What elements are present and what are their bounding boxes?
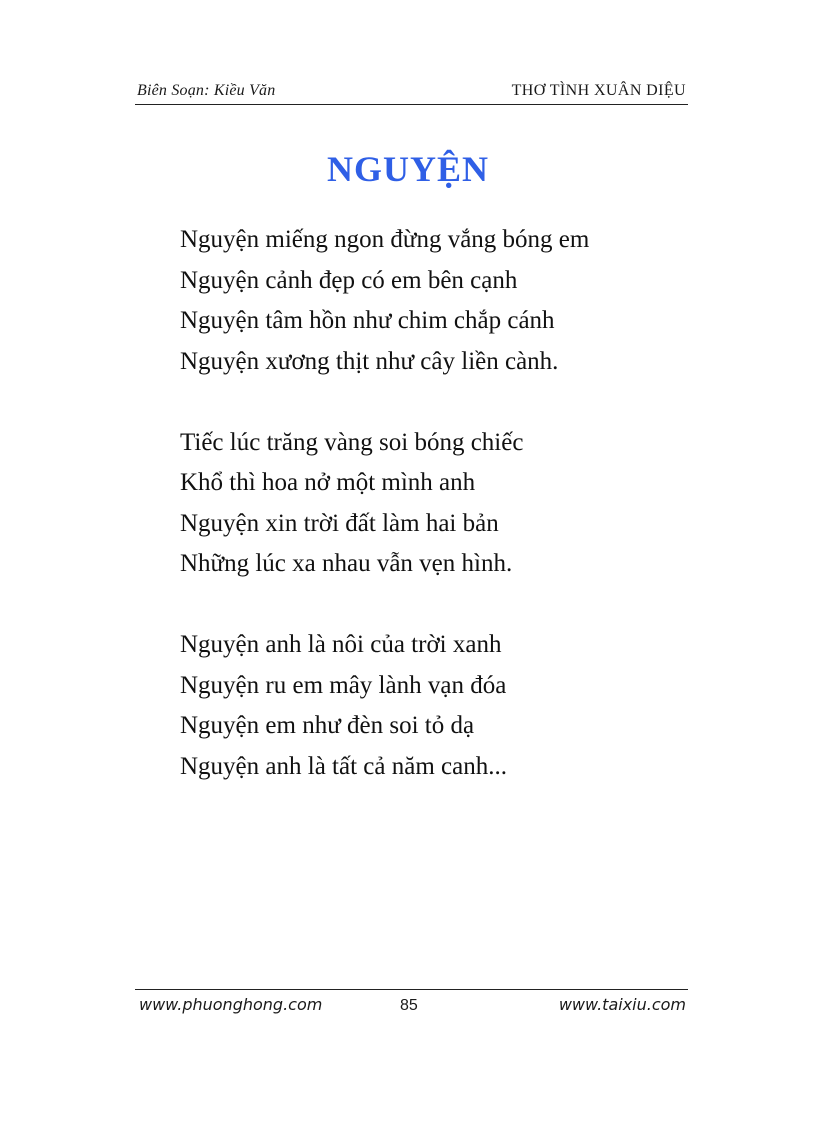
poem-line: Nguyện xương thịt như cây liền cành.	[180, 347, 559, 375]
book-title: THƠ TÌNH XUÂN DIỆU	[511, 82, 686, 99]
stanza-2	[180, 423, 740, 585]
poem-line: Nguyện anh là tất cả năm canh...	[180, 752, 507, 780]
poem-line: Nguyện miếng ngon đừng vắng bóng em	[180, 226, 590, 253]
editor-credit: Biên Soạn: Kiều Văn	[137, 82, 276, 99]
poem-line: Nguyện ru em mây lành vạn đóa	[180, 671, 507, 699]
poem-line: Nguyện cảnh đẹp có em bên cạnh	[180, 266, 518, 294]
poem-line: Tiếc lúc trăng vàng soi bóng chiếc	[180, 428, 524, 456]
poem-title: NGUYỆN	[326, 149, 489, 189]
stanza-3	[180, 625, 740, 787]
stanza-1	[180, 220, 740, 382]
footer-link-left[interactable]: www.phuonghong.com	[139, 995, 323, 1014]
poem-line: Nguyện em như đèn soi tỏ dạ	[180, 712, 475, 739]
page-header	[135, 80, 688, 105]
poem-body	[180, 220, 740, 828]
poem-line: Nguyện tâm hồn như chim chắp cánh	[180, 307, 555, 334]
poem-line: Nguyện anh là nôi của trời xanh	[180, 631, 502, 658]
footer-link-right[interactable]: www.taixiu.com	[558, 995, 686, 1014]
poem-line: Nguyện xin trời đất làm hai bản	[180, 509, 499, 537]
poem-line: Khổ thì hoa nở một mình anh	[180, 469, 476, 496]
page-number: 85	[400, 997, 418, 1014]
page-footer	[135, 989, 688, 1024]
poem-line: Những lúc xa nhau vẫn vẹn hình.	[180, 550, 513, 577]
